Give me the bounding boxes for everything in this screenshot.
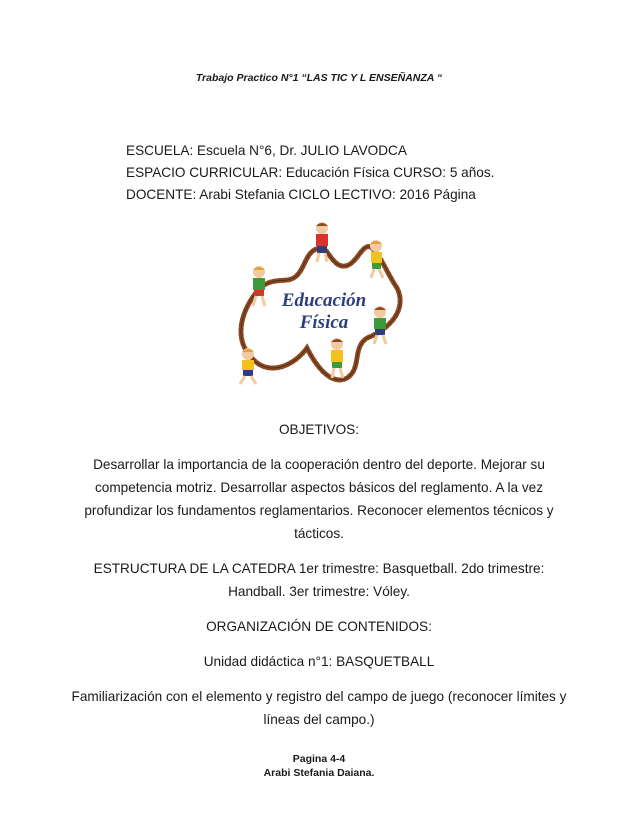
logo-illustration bbox=[232, 218, 412, 390]
objectives-line: tácticos. bbox=[294, 526, 344, 541]
unit-heading: Unidad didáctica n°1: BASQUETBALL bbox=[203, 654, 435, 669]
child-icon bbox=[374, 306, 386, 344]
document-header: Trabajo Practico N°1 “LAS TIC Y L ENSEÑANZA “ bbox=[195, 72, 443, 84]
child-icon bbox=[331, 338, 343, 378]
logo-title-line2: Física bbox=[299, 312, 349, 333]
objectives-line: profundizar los fundamentos reglamentarios. Reconocer elementos técnicos y bbox=[84, 503, 554, 518]
objectives-line: competencia motriz. Desarrollar aspectos básicos del reglamento. A la vez bbox=[94, 480, 544, 495]
school-line: ESCUELA: Escuela N°6, Dr. JULIO LAVODCA bbox=[126, 143, 407, 158]
footer-author: Arabi Stefania Daiana. bbox=[263, 767, 375, 779]
contents-heading: ORGANIZACIÓN DE CONTENIDOS: bbox=[206, 619, 432, 634]
child-icon bbox=[240, 348, 256, 384]
curriculum-line: ESPACIO CURRICULAR: Educación Física CURSO: 5 años. bbox=[126, 165, 495, 180]
objectives-heading: OBJETIVOS: bbox=[278, 422, 360, 437]
physical-education-logo bbox=[232, 218, 412, 390]
familiarization-line: Familiarización con el elemento y registro del campo de juego (reconocer límites y bbox=[71, 689, 567, 704]
structure-line: ESTRUCTURA DE LA CATEDRA 1er trimestre: Basquetball. 2do trimestre: bbox=[93, 561, 545, 576]
familiarization-line: líneas del campo.) bbox=[263, 712, 375, 727]
objectives-line: Desarrollar la importancia de la cooperación dentro del deporte. Mejorar su bbox=[93, 457, 545, 472]
child-icon bbox=[370, 240, 383, 278]
structure-line: Handball. 3er trimestre: Vóley. bbox=[228, 584, 410, 599]
footer-page-number: Pagina 4-4 bbox=[292, 753, 346, 765]
logo-title-line1: Educación bbox=[281, 290, 367, 311]
child-icon bbox=[253, 266, 265, 306]
teacher-line: DOCENTE: Arabi Stefania CICLO LECTIVO: 2016 Página bbox=[126, 187, 476, 202]
child-icon bbox=[316, 222, 328, 262]
